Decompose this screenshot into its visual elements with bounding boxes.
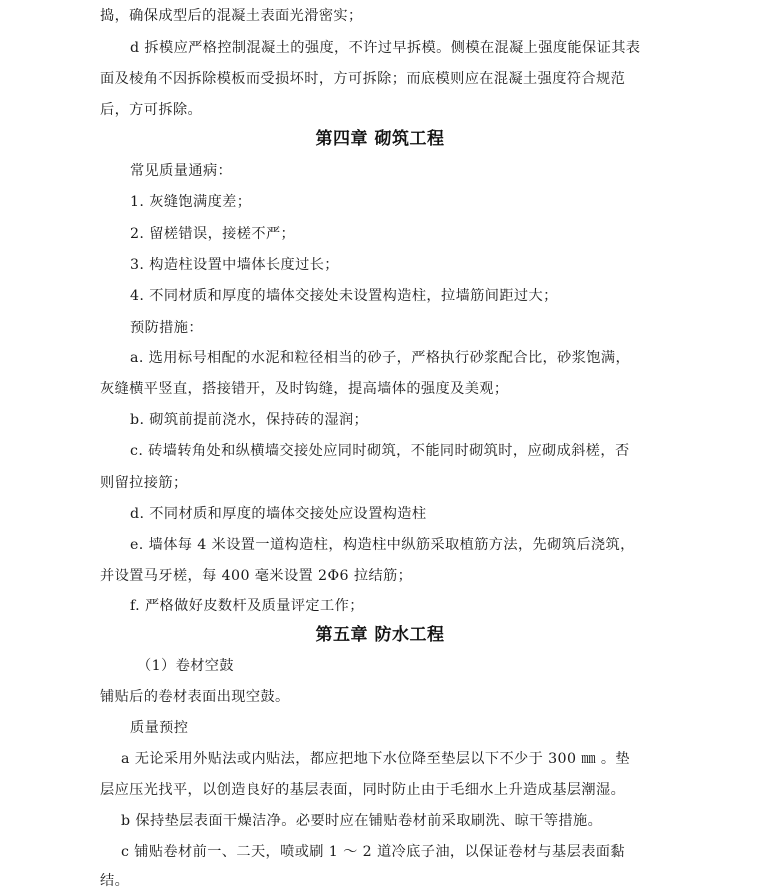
- text-line: 2. 留槎错误，接槎不严；: [130, 226, 296, 242]
- text-line: 则留拉接筋；: [100, 475, 188, 491]
- text-line: （1）卷材空鼓: [137, 658, 234, 674]
- text-line: 4. 不同材质和厚度的墙体交接处未设置构造柱，拉墙筋间距过大；: [130, 288, 558, 304]
- text-line: c. 砖墙转角处和纵横墙交接处应同时砌筑，不能同时砌筑时，应砌成斜槎，否: [130, 443, 630, 459]
- text-line: 质量预控: [130, 720, 189, 736]
- chapter-4-heading: 第四章 砌筑工程: [315, 129, 445, 149]
- text-line: 3. 构造柱设置中墙体长度过长；: [130, 257, 339, 273]
- text-line: 1. 灰缝饱满度差；: [130, 194, 252, 210]
- text-line: 捣，确保成型后的混凝土表面光滑密实；: [100, 8, 363, 24]
- text-line: c 铺贴卷材前一、二天，喷或刷 1 ～ 2 道冷底子油，以保证卷材与基层表面黏: [121, 844, 625, 860]
- text-line: b 保持垫层表面干燥洁净。必要时应在铺贴卷材前采取刷洗、晾干等措施。: [121, 813, 603, 829]
- text-line: 常见质量通病：: [130, 163, 233, 179]
- text-line: e. 墙体每 4 米设置一道构造柱，构造柱中纵筋采取植筋方法，先砌筑后浇筑，: [130, 537, 635, 553]
- text-line: d. 不同材质和厚度的墙体交接处应设置构造柱: [130, 506, 427, 522]
- text-line: 层应压光找平，以创造良好的基层表面，同时防止由于毛细水上升造成基层潮湿。: [100, 782, 626, 798]
- text-line: a 无论采用外贴法或内贴法，都应把地下水位降至垫层以下不少于 300 ㎜ 。垫: [121, 751, 630, 767]
- text-line: a. 选用标号相配的水泥和粒径相当的砂子，严格执行砂浆配合比，砂浆饱满，: [130, 350, 631, 366]
- text-line: 预防措施：: [130, 320, 203, 336]
- text-line: 结。: [100, 873, 130, 889]
- text-line: f. 严格做好皮数杆及质量评定工作；: [130, 598, 364, 614]
- text-line: 并设置马牙槎，每 400 毫米设置 2Φ6 拉结筋；: [100, 568, 413, 584]
- text-line: 铺贴后的卷材表面出现空鼓。: [100, 689, 290, 705]
- text-line: 灰缝横平竖直，搭接错开，及时钩缝，提高墙体的强度及美观；: [100, 381, 509, 397]
- text-line: 面及棱角不因拆除模板而受损坏时，方可拆除；而底模则应在混凝土强度符合规范: [100, 71, 626, 87]
- text-line: d 拆模应严格控制混凝土的强度，不许过早拆模。侧模在混凝上强度能保证其表: [130, 40, 641, 56]
- chapter-5-heading: 第五章 防水工程: [315, 625, 445, 645]
- text-line: b. 砌筑前提前浇水，保持砖的湿润；: [130, 412, 369, 428]
- text-line: 后，方可拆除。: [100, 102, 203, 118]
